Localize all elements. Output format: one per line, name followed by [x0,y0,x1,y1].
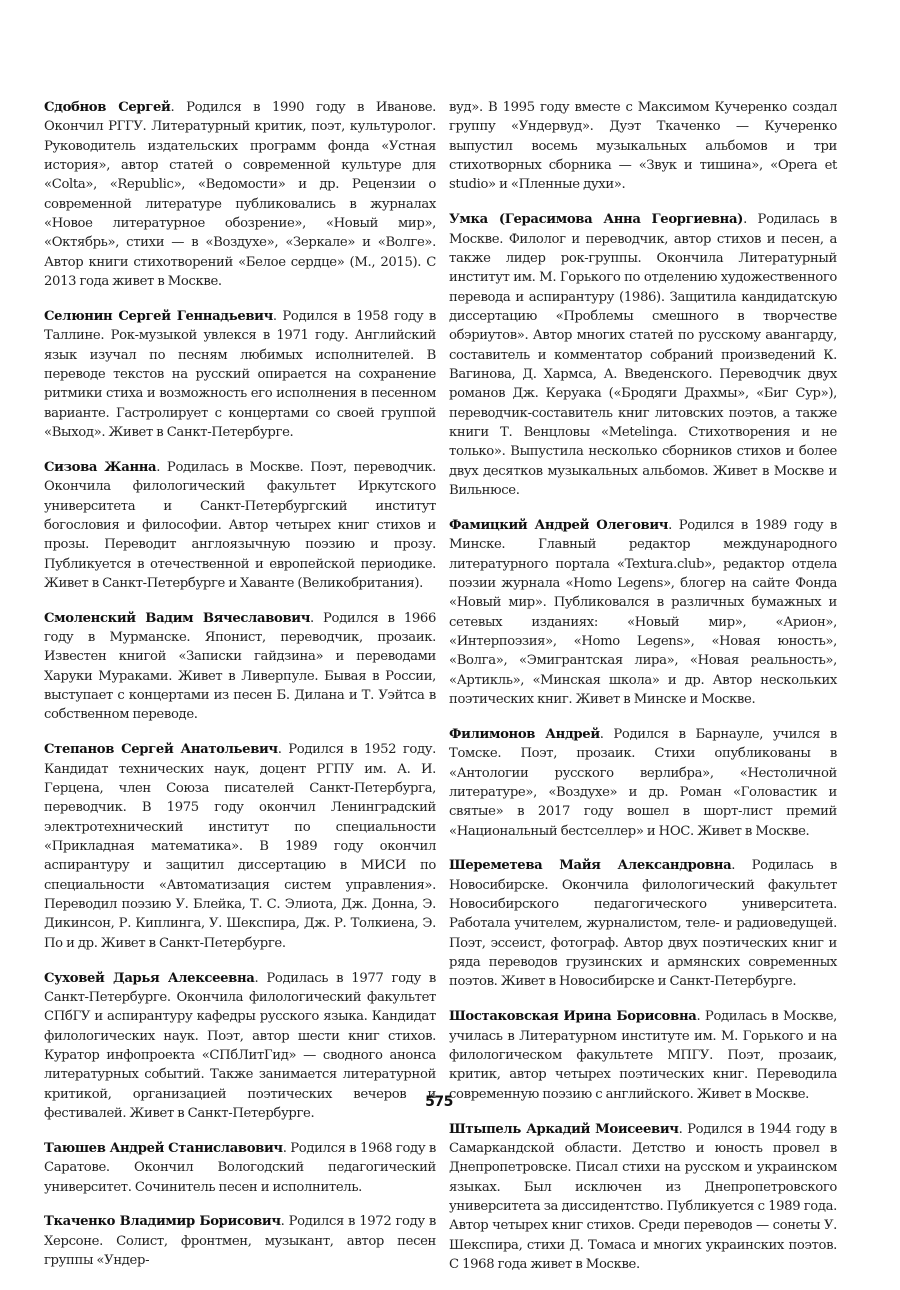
bio-entry [44,609,436,725]
bio-entry [449,516,837,709]
page-number: 575 [425,1094,453,1110]
bio-entry [44,458,436,593]
author-name: Умка (Герасимова Анна Георгиевна) [449,212,744,228]
bio-text: . Родился в 1990 году в Иванове. Окончил РГГУ. Литературный критик, поэт, культуролог. Руководитель издательских программ фонда «Устная история», автор статей о современной культуре для «Colta», «Republic», «Ведомости» и др. Рецензии о современной литературе публиковались в журналах «Новое литературное обозрение», «Новый мир», «Октябрь», стихи — в «Воздухе», «Зеркале» и «Волге». Автор книги стихотворений «Белое сердце» (М., 2015). С 2013 года живет в Москве. [44,100,436,290]
bio-text: . Родился в 1972 году в Херсоне. Солист, фронтмен, музыкант, автор песен группы «Ундер- [44,1214,436,1269]
bio-entry-continued [449,98,837,195]
bio-text: . Родился в 1966 году в Мурманске. Японист, переводчик, прозаик. Известен книгой «Записки гайдзина» и переводами Харуки Мураками. Живет в Ливерпуле. Бывая в России, выступает с концертами из песен Б. Дилана и Т. Уэйтса в собственном переводе. [44,610,436,723]
author-name: Ткаченко Владимир Борисович [44,1214,281,1230]
bio-text: . Родился в 1968 году в Саратове. Окончил Вологодский педагогический университет. Сочинитель песен и исполнитель. [44,1140,436,1195]
author-name: Филимонов Андрей [449,726,600,742]
bio-text: . Родился в 1989 году в Минске. Главный редактор международного литературного портала «Textura.club», редактор отдела поэзии журнала «Homo Legens», блогер на сайте Фонда «Новый мир». Публиковался в различных бумажных и сетевых изданиях: «Новый мир», «Арион», «Интерпоэзия», «Homo Legens», «Новая юность», «Волга», «Эмигрантская лира», «Новая реальность», «Артикль», «Минская школа» и др. Автор нескольких поэтических книг. Живет в Минске и Москве. [449,517,837,707]
bio-text: . Родилась в Москве. Поэт, переводчик. Окончила филологический факультет Иркутского университета и Санкт-Петербургский институт богословия и философии. Автор четырех книг стихов и прозы. Переводит англоязычную поэзию и прозу. Публикуется в отечественной и европейской периодике. Живет в Санкт-Петербурге и Хаванте (Великобритания). [44,459,436,591]
bio-entry [44,98,436,291]
bio-text: . Родилась в Новосибирске. Окончила филологический факультет Новосибирского педагогического университета. Работала учителем, журналистом, теле- и радиоведущей. Поэт, эссеист, фотограф. Автор двух поэтических книг и ряда переводов грузинских и армянских современных поэтов. Живет в Новосибирске и Санкт-Петербурге. [449,858,837,990]
bio-text: . Родилась в Москве. Филолог и переводчик, автор стихов и песен, а также лидер рок-группы. Окончила Литературный институт им. М. Горького по отделению художественного перевода и аспирантуру (1986). Защитила кандидатскую диссертацию «Проблемы смешного в творчестве обэриутов». Автор многих статей по русскому авангарду, составитель и комментатор собраний произведений К. Вагинова, Д. Хармса, А. Введенского. Переводчик двух романов Дж. Керуака («Бродяги Драхмы», «Биг Сур»), переводчик-составитель книг литовских поэтов, а также книги Т. Венцловы «Metelinga. Стихотворения и не только». Выпустила несколько сборников стихов и более двух десятков музыкальных альбомов. Живет в Москве и Вильнюсе. [449,212,837,499]
bio-entry [44,740,436,953]
author-name: Штыпель Аркадий Моисеевич [449,1121,679,1137]
bio-entry [449,725,837,841]
author-name: Сизова Жанна [44,459,157,475]
bio-entry [449,1120,837,1275]
bio-entry [44,1212,436,1270]
author-name: Степанов Сергей Анатольевич [44,742,278,758]
bio-text: . Родилась в Москве, училась в Литературном институте им. М. Горького и на филологическом факультете МПГУ. Поэт, прозаик, критик, автор четырех поэтических книг. Переводила современную поэзию с английского. Живет в Москве. [449,1009,837,1102]
author-name: Шереметева Майя Александровна [449,858,732,874]
bio-text: . Родился в 1958 году в Таллине. Рок-музыкой увлекся в 1971 году. Английский язык изучал по песням любимых исполнителей. В переводе текстов на русский опирается на сохранение ритмики стиха и возможность его исполнения в песенном варианте. Гастролирует с концертами со своей группой «Выход». Живет в Санкт-Петербурге. [44,308,436,440]
author-name: Смоленский Вадим Вячеславович [44,610,310,626]
bio-text: . Родился в 1944 году в Самаркандской области. Детство и юность провел в Днепропетровске. Писал стихи на русском и украинском языках. Был исключен из Днепропетровского университета за диссидентство. Публикуется с 1989 года. Автор четырех книг стихов. Среди переводов — сонеты У. Шекспира, стихи Д. Томаса и многих украинских поэтов. С 1968 года живет в Москве. [449,1121,837,1272]
bio-text: . Родился в Барнауле, учился в Томске. Поэт, прозаик. Стихи опубликованы в «Антологии русского верлибра», «Нестоличной литературе», «Воздухе» и др. Роман «Головастик и святые» в 2017 году вошел в шорт-лист премий «Национальный бестселлер» и НОС. Живет в Москве. [449,726,837,839]
author-name: Шостаковская Ирина Борисовна [449,1009,697,1025]
bio-text: . Родился в 1952 году. Кандидат технических наук, доцент РГПУ им. А. И. Герцена, член Союза писателей Санкт-Петербурга, переводчик. В 1975 году окончил Ленинградский электротехнический институт по специальности «Прикладная математика». В 1989 году окончил аспирантуру и защитил диссертацию в МИСИ по специальности «Автоматизация систем управления». Переводил поэзию У. Блейка, Т. С. Элиота, Дж. Донна, Э. Дикинсон, Р. Киплинга, У. Шекспира, Дж. Р. Толкиена, Э. По и др. Живет в Санкт-Петербурге. [44,742,436,951]
bio-text: . Родилась в 1977 году в Санкт-Петербурге. Окончила филологический факультет СПбГУ и аспирантуру кафедры русского языка. Кандидат филологических наук. Поэт, автор шести книг стихов. Куратор инфопроекта «СПбЛитГид» — сводного анонса литературных событий. Также занимается литературной критикой, организацией поэтических вечеров и фестивалей. Живет в Санкт-Петербурге. [44,970,436,1121]
bio-entry [44,1139,436,1197]
bio-entry [449,856,837,991]
bio-entry [449,1007,837,1104]
author-name: Фамицкий Андрей Олегович [449,517,669,533]
author-name: Селюнин Сергей Геннадьевич [44,308,273,324]
right-column [449,98,837,1290]
author-name: Сдобнов Сергей [44,100,171,115]
bio-text: вуд». В 1995 году вместе с Максимом Кучеренко создал группу «Ундервуд». Дуэт Ткаченко — Кучеренко выпустил восемь музыкальных альбомов и три стихотворных сборника — «Звук и тишина», «Opera et studio» и «Пленные духи». [449,100,837,193]
author-name: Суховей Дарья Алексеевна [44,970,255,986]
author-name: Таюшев Андрей Станиславович [44,1140,283,1156]
bio-entry [44,307,436,442]
bio-entry [449,210,837,500]
